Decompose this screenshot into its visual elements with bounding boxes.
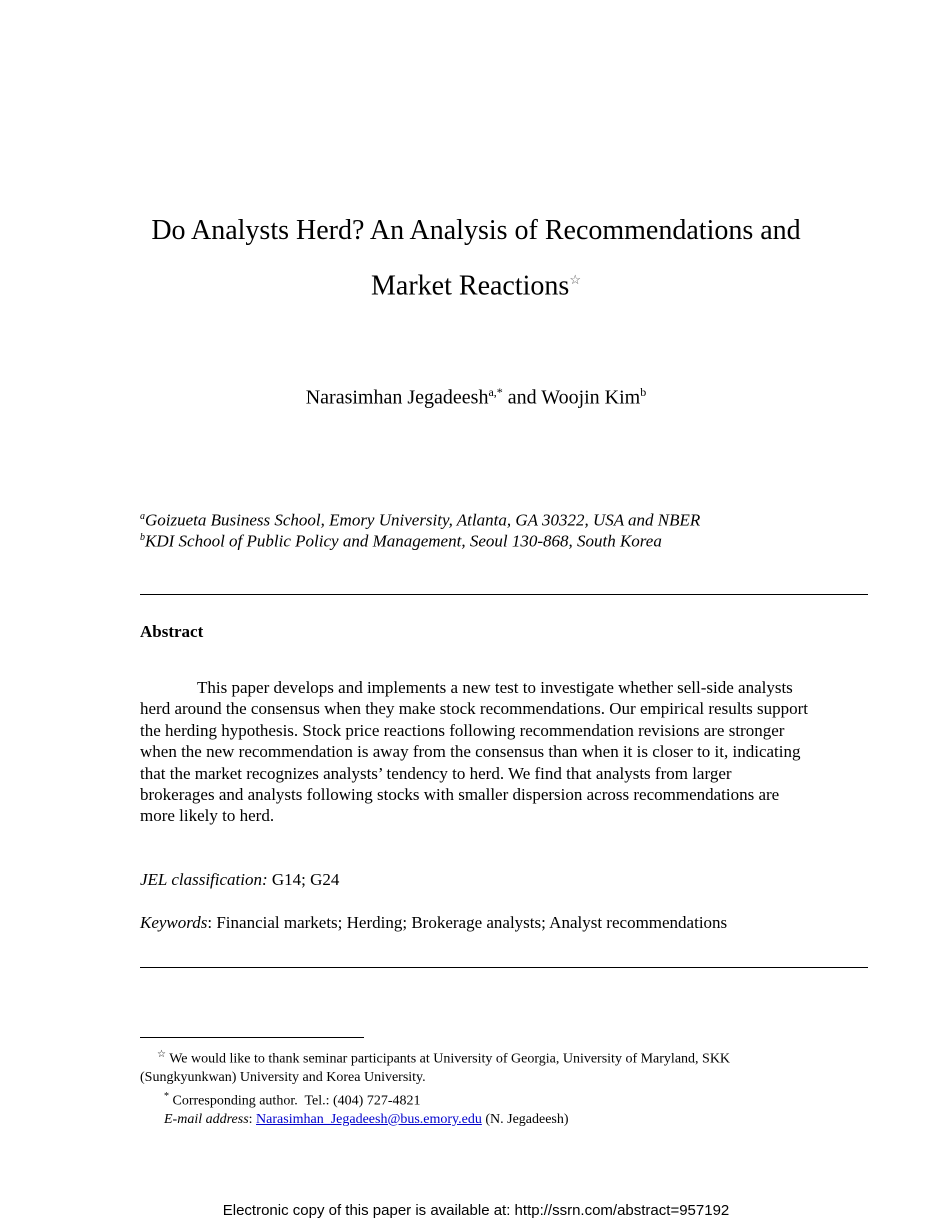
affiliation-b (140, 527, 900, 552)
footnote-corr-text: Corresponding author. Tel.: (404) 727-4821 (169, 1093, 421, 1109)
author-2-sup: b (640, 385, 647, 399)
jel-label: JEL classification: (140, 870, 268, 889)
email-sep: : (248, 1111, 257, 1127)
keywords-label: Keywords (140, 913, 208, 932)
footnote-corresponding (140, 1088, 820, 1111)
keywords-value: : Financial markets; Herding; Brokerage analysts; Analyst recommendations (207, 913, 728, 932)
title-line-2 (0, 256, 952, 310)
email-suffix: (N. Jegadeesh) (481, 1111, 569, 1127)
footnote-email (140, 1111, 820, 1130)
footnote-divider (140, 1037, 364, 1038)
footnote-star-text: We would like to thank seminar participants at University of Georgia, University of Maryland, SKK (Sungkyunkwan) University and Korea University. (140, 1051, 731, 1086)
affiliation-b-text: KDI School of Public Policy and Management, Seoul 130-868, South Korea (145, 531, 662, 551)
bottom-divider (140, 967, 868, 968)
author-1-sup: a,* (488, 385, 503, 399)
keywords (140, 913, 727, 933)
footnotes (140, 1046, 820, 1129)
star-footnote-mark: ☆ (569, 272, 581, 287)
jel-classification (140, 870, 339, 890)
email-label: E-mail address (164, 1111, 249, 1127)
author-1: Narasimhan Jegadeesh (305, 386, 489, 409)
jel-value: G14; G24 (267, 870, 340, 889)
footnote-star-mark: ☆ (157, 1049, 166, 1060)
footnote-corr-mark: * (164, 1090, 169, 1102)
affiliation-a-mark: a (140, 511, 145, 522)
abstract-body: This paper develops and implements a new test to investigate whether sell-side analysts herd around the consensus when they make stock recommendations. Our empirical results support the herding hypothesis. Stock price reactions following recommendation revisions are stronger when the new recommendation is away from the consensus than when it is closer to it, indicating that the market recognizes analysts’ tendency to herd. We find that analysts from larger brokerages and analysts following stocks with smaller dispersion across recommendations are more likely to herd. (140, 678, 809, 826)
ssrn-footer: Electronic copy of this paper is available at: http://ssrn.com/abstract=957192 (222, 1202, 730, 1219)
author-conjunction: and (502, 386, 542, 409)
affiliation-b-mark: b (140, 532, 145, 543)
top-divider (140, 594, 868, 595)
abstract-heading: Abstract (140, 622, 204, 641)
affiliation-a-text: Goizueta Business School, Emory University, Atlanta, GA 30322, USA and NBER (145, 510, 701, 530)
email-link[interactable]: Narasimhan_Jegadeesh@bus.emory.edu (256, 1111, 482, 1127)
title-line-2-text: Market Reactions (371, 270, 570, 302)
title-line-1: Do Analysts Herd? An Analysis of Recommendations and (151, 215, 801, 246)
authors (0, 378, 952, 412)
author-2: Woojin Kim (541, 386, 641, 409)
footnote-acknowledgement (140, 1046, 820, 1088)
